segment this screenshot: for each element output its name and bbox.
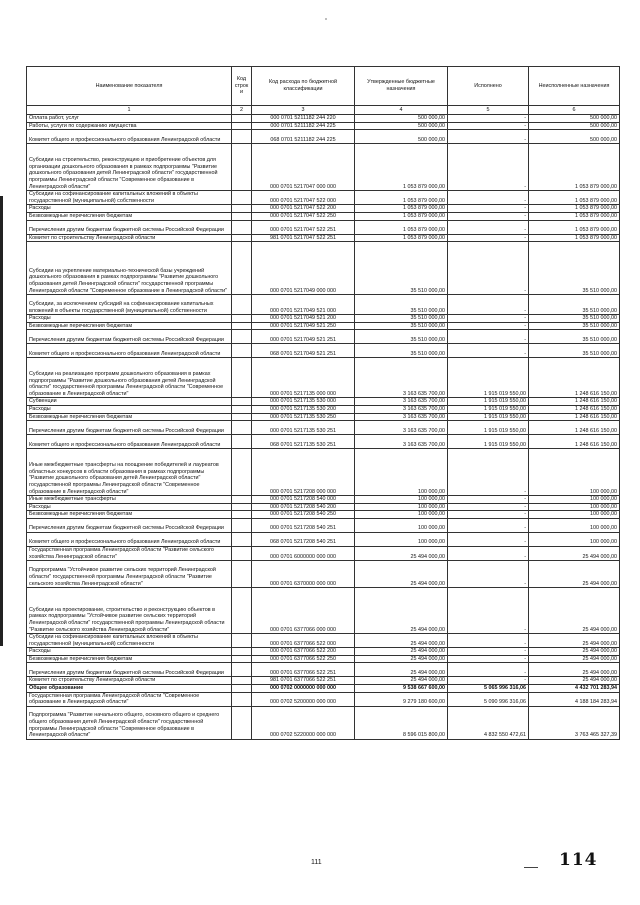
table-row — [27, 295, 620, 315]
row-executed: - — [448, 191, 529, 205]
row-executed: - — [448, 663, 529, 677]
row-executed: 1 915 019 550,00 — [448, 398, 529, 406]
row-unexecuted: 1 248 616 150,00 — [529, 358, 620, 398]
row-unexecuted: 25 494 000,00 — [529, 561, 620, 588]
row-line-code — [232, 421, 252, 435]
table-row — [27, 413, 620, 421]
row-approved: 35 510 000,00 — [355, 242, 448, 295]
row-budget-code: 068 0701 5217208 540 251 — [252, 532, 355, 546]
column-number-row — [27, 106, 620, 115]
header-row-code: Код строк и — [232, 67, 252, 106]
row-budget-code: 000 0701 5217047 522 200 — [252, 205, 355, 213]
row-name: Государственная программа Ленинградской области "Современное образование в Ленинградской области" — [27, 692, 232, 706]
header-unexecuted: Неисполненные назначения — [529, 67, 620, 106]
row-unexecuted: 100 000,00 — [529, 449, 620, 496]
row-budget-code: 000 0702 5220000 000 000 — [252, 706, 355, 739]
row-budget-code: 068 0701 5217049 521 251 — [252, 344, 355, 358]
row-line-code — [232, 322, 252, 330]
row-budget-code: 000 0701 5217208 540 250 — [252, 511, 355, 519]
row-line-code — [232, 648, 252, 656]
row-approved: 100 000,00 — [355, 449, 448, 496]
table-row — [27, 205, 620, 213]
row-name: Комитет общего и профессионального образования Ленинградской области — [27, 130, 232, 144]
row-line-code — [232, 220, 252, 234]
row-approved: 1 053 879 000,00 — [355, 220, 448, 234]
row-unexecuted: 1 053 879 000,00 — [529, 191, 620, 205]
row-name: Безвозмездные перечисления бюджетам — [27, 212, 232, 220]
row-approved: 25 494 000,00 — [355, 634, 448, 648]
row-line-code — [232, 692, 252, 706]
row-name: Иные межбюджетные трансферты на поощрение победителей и лауреатов областных конкурсов в области образования в рамках подпрограммы "Развитие дошкольного образования детей Ленинградской области" государственной программы Ленинградской области "Современное образование в Ленинградской области" — [27, 449, 232, 496]
row-executed: - — [448, 115, 529, 123]
row-unexecuted: 25 494 000,00 — [529, 663, 620, 677]
row-budget-code: 000 0701 5217135 000 000 — [252, 358, 355, 398]
table-header — [27, 67, 620, 115]
row-name: Субсидии на реализацию программ дошкольного образования в рамках подпрограммы "Развитие дошкольного образования детей Ленинградской области" государственной программы Ленинградской области "Современное образование в Ленинградской области" — [27, 358, 232, 398]
row-line-code — [232, 115, 252, 123]
table-row — [27, 503, 620, 511]
row-name: Общее образование — [27, 685, 232, 693]
row-approved: 8 596 015 800,00 — [355, 706, 448, 739]
row-approved: 1 053 879 000,00 — [355, 234, 448, 242]
row-line-code — [232, 518, 252, 532]
table-row — [27, 532, 620, 546]
row-name: Комитет общего и профессионального образования Ленинградской области — [27, 532, 232, 546]
row-line-code — [232, 358, 252, 398]
header-budget-code: Код расхода по бюджетной классификации — [252, 67, 355, 106]
row-line-code — [232, 144, 252, 191]
row-line-code — [232, 546, 252, 560]
row-executed: - — [448, 205, 529, 213]
table-row — [27, 344, 620, 358]
page-number: 111 — [311, 859, 322, 866]
row-approved: 3 163 635 700,00 — [355, 398, 448, 406]
row-unexecuted: 500 000,00 — [529, 115, 620, 123]
row-unexecuted: 35 510 000,00 — [529, 295, 620, 315]
row-executed: - — [448, 561, 529, 588]
row-budget-code: 000 0701 6377066 000 000 — [252, 588, 355, 634]
table-row — [27, 706, 620, 739]
row-budget-code: 000 0701 5211182 244 220 — [252, 115, 355, 123]
row-executed: 1 915 019 550,00 — [448, 421, 529, 435]
table-row — [27, 634, 620, 648]
row-approved: 9 538 667 600,00 — [355, 685, 448, 693]
row-approved: 500 000,00 — [355, 115, 448, 123]
table-row — [27, 435, 620, 449]
row-budget-code: 000 0701 5217208 540 251 — [252, 518, 355, 532]
row-approved: 25 494 000,00 — [355, 561, 448, 588]
row-unexecuted: 100 000,00 — [529, 532, 620, 546]
table-row — [27, 122, 620, 130]
row-line-code — [232, 234, 252, 242]
row-budget-code: 000 0701 6370000 000 000 — [252, 561, 355, 588]
row-name: Оплата работ, услуг — [27, 115, 232, 123]
column-number: 6 — [529, 106, 620, 115]
row-executed: - — [448, 511, 529, 519]
row-line-code — [232, 315, 252, 323]
row-budget-code: 000 0702 0000000 000 000 — [252, 685, 355, 693]
row-budget-code: 000 0701 5217047 522 000 — [252, 191, 355, 205]
row-approved: 25 494 000,00 — [355, 648, 448, 656]
row-executed: - — [448, 496, 529, 504]
row-unexecuted: 35 510 000,00 — [529, 344, 620, 358]
row-line-code — [232, 655, 252, 663]
stamp-dash — [524, 867, 538, 868]
row-approved: 500 000,00 — [355, 130, 448, 144]
row-approved: 100 000,00 — [355, 518, 448, 532]
row-name: Субсидии на строительство, реконструкцию и приобретение объектов для организации дошкольного образования в рамках подпрограммы "Развитие дошкольного образования детей Ленинградской области" государственной программы Ленинградской области "Современное образование в Ленинградской области" — [27, 144, 232, 191]
row-budget-code: 000 0701 5217047 000 000 — [252, 144, 355, 191]
row-executed: 1 915 019 550,00 — [448, 405, 529, 413]
row-unexecuted: 500 000,00 — [529, 122, 620, 130]
table-body — [27, 115, 620, 740]
table-row — [27, 220, 620, 234]
row-approved: 35 510 000,00 — [355, 344, 448, 358]
row-line-code — [232, 405, 252, 413]
table-row — [27, 242, 620, 295]
row-executed: - — [448, 242, 529, 295]
row-budget-code: 000 0701 5217135 530 000 — [252, 398, 355, 406]
row-approved: 25 494 000,00 — [355, 663, 448, 677]
row-name: Перечисления другим бюджетам бюджетной системы Российской Федерации — [27, 220, 232, 234]
table-row — [27, 322, 620, 330]
row-budget-code: 000 0701 5217047 522 250 — [252, 212, 355, 220]
row-approved: 35 510 000,00 — [355, 330, 448, 344]
row-name: Расходы — [27, 315, 232, 323]
row-line-code — [232, 398, 252, 406]
row-name: Подпрограмма "Развитие начального общего, основного общего и среднего общего образования детей Ленинградской области" государственной программы Ленинградской области "Современное образование в Ленинградской области" — [27, 706, 232, 739]
row-approved: 1 053 879 000,00 — [355, 191, 448, 205]
row-executed: - — [448, 503, 529, 511]
row-approved: 3 163 635 700,00 — [355, 421, 448, 435]
row-approved: 3 163 635 700,00 — [355, 435, 448, 449]
row-unexecuted: 1 053 879 000,00 — [529, 205, 620, 213]
table-row — [27, 685, 620, 693]
row-name: Расходы — [27, 648, 232, 656]
row-line-code — [232, 706, 252, 739]
row-budget-code: 000 0701 5217208 000 000 — [252, 449, 355, 496]
table-row — [27, 496, 620, 504]
row-approved: 500 000,00 — [355, 122, 448, 130]
table-row — [27, 546, 620, 560]
row-executed: - — [448, 532, 529, 546]
row-budget-code: 000 0701 5217135 530 251 — [252, 421, 355, 435]
table-row — [27, 130, 620, 144]
row-executed: - — [448, 344, 529, 358]
row-name: Комитет по строительству Ленинградской области — [27, 677, 232, 685]
scan-edge-mark — [0, 196, 3, 646]
row-line-code — [232, 532, 252, 546]
row-unexecuted: 25 494 000,00 — [529, 546, 620, 560]
table-row — [27, 677, 620, 685]
row-budget-code: 000 0701 5217135 530 250 — [252, 413, 355, 421]
row-budget-code: 000 0701 6377066 522 200 — [252, 648, 355, 656]
row-line-code — [232, 205, 252, 213]
row-approved: 25 494 000,00 — [355, 588, 448, 634]
row-line-code — [232, 344, 252, 358]
row-unexecuted: 100 000,00 — [529, 503, 620, 511]
table-row — [27, 663, 620, 677]
row-executed: - — [448, 518, 529, 532]
row-executed: - — [448, 648, 529, 656]
row-name: Безвозмездные перечисления бюджетам — [27, 322, 232, 330]
scan-speck — [325, 18, 327, 20]
row-unexecuted: 100 000,00 — [529, 496, 620, 504]
row-budget-code: 000 0701 5217049 000 000 — [252, 242, 355, 295]
row-unexecuted: 25 494 000,00 — [529, 655, 620, 663]
row-name: Комитет по строительству Ленинградской области — [27, 234, 232, 242]
row-name: Перечисления другим бюджетам бюджетной системы Российской Федерации — [27, 330, 232, 344]
row-name: Перечисления другим бюджетам бюджетной системы Российской Федерации — [27, 421, 232, 435]
table-row — [27, 398, 620, 406]
table-row — [27, 561, 620, 588]
table-row — [27, 655, 620, 663]
row-approved: 3 163 635 700,00 — [355, 405, 448, 413]
row-line-code — [232, 413, 252, 421]
table-row — [27, 212, 620, 220]
row-name: Безвозмездные перечисления бюджетам — [27, 655, 232, 663]
row-name: Субвенции — [27, 398, 232, 406]
row-executed: - — [448, 330, 529, 344]
row-line-code — [232, 511, 252, 519]
row-executed: 1 915 019 550,00 — [448, 413, 529, 421]
header-indicator-name: Наименование показателя — [27, 67, 232, 106]
row-approved: 35 510 000,00 — [355, 322, 448, 330]
row-unexecuted: 3 763 465 327,39 — [529, 706, 620, 739]
row-line-code — [232, 242, 252, 295]
row-line-code — [232, 295, 252, 315]
row-name: Субсидии на укрепление материально-технической базы учреждений дошкольного образования в рамках подпрограммы "Развитие дошкольного образования детей Ленинградской области" государственной программы Ленинградской области "Современное образование в Ленинградской области" — [27, 242, 232, 295]
row-unexecuted: 1 248 616 150,00 — [529, 398, 620, 406]
row-name: Безвозмездные перечисления бюджетам — [27, 511, 232, 519]
row-budget-code: 981 0701 6377066 522 251 — [252, 677, 355, 685]
row-budget-code: 000 0701 5217135 530 200 — [252, 405, 355, 413]
row-line-code — [232, 503, 252, 511]
row-name: Расходы — [27, 405, 232, 413]
table-row — [27, 648, 620, 656]
table-row — [27, 330, 620, 344]
row-approved: 3 163 635 700,00 — [355, 413, 448, 421]
row-executed: 5 065 996 316,06 — [448, 685, 529, 693]
row-executed: - — [448, 234, 529, 242]
table-row — [27, 449, 620, 496]
table-row — [27, 315, 620, 323]
row-unexecuted: 25 494 000,00 — [529, 588, 620, 634]
row-executed: 1 915 019 550,00 — [448, 358, 529, 398]
row-line-code — [232, 496, 252, 504]
table-row — [27, 115, 620, 123]
handwritten-page-stamp: 114 — [559, 850, 598, 870]
row-name: Подпрограмма "Устойчивое развитие сельских территорий Ленинградской области" государственной программы Ленинградской области "Развитие сельского хозяйства Ленинградской области" — [27, 561, 232, 588]
table-row — [27, 588, 620, 634]
row-line-code — [232, 130, 252, 144]
row-unexecuted: 35 510 000,00 — [529, 315, 620, 323]
table-row — [27, 191, 620, 205]
row-unexecuted: 25 494 000,00 — [529, 648, 620, 656]
row-executed: 4 832 550 472,61 — [448, 706, 529, 739]
row-line-code — [232, 122, 252, 130]
row-executed: - — [448, 322, 529, 330]
table-row — [27, 234, 620, 242]
row-budget-code: 000 0701 5217049 521 251 — [252, 330, 355, 344]
row-executed: - — [448, 130, 529, 144]
row-name: Комитет общего и профессионального образования Ленинградской области — [27, 435, 232, 449]
row-executed: - — [448, 220, 529, 234]
header-approved: Утвержденные бюджетные назначения — [355, 67, 448, 106]
table-row — [27, 358, 620, 398]
row-approved: 1 053 879 000,00 — [355, 212, 448, 220]
row-unexecuted: 1 248 616 150,00 — [529, 405, 620, 413]
row-line-code — [232, 663, 252, 677]
row-executed: - — [448, 144, 529, 191]
column-number: 2 — [232, 106, 252, 115]
row-approved: 1 053 879 000,00 — [355, 205, 448, 213]
row-name: Комитет общего и профессионального образования Ленинградской области — [27, 344, 232, 358]
row-budget-code: 000 0701 6377066 522 250 — [252, 655, 355, 663]
row-line-code — [232, 677, 252, 685]
row-unexecuted: 35 510 000,00 — [529, 322, 620, 330]
row-line-code — [232, 449, 252, 496]
row-budget-code: 000 0701 5217047 522 251 — [252, 220, 355, 234]
budget-table — [26, 66, 620, 740]
row-approved: 100 000,00 — [355, 496, 448, 504]
row-approved: 9 279 180 600,00 — [355, 692, 448, 706]
row-budget-code: 000 0701 5217208 540 200 — [252, 503, 355, 511]
row-budget-code: 000 0701 5211182 244 225 — [252, 122, 355, 130]
row-budget-code: 068 0701 5211182 244 225 — [252, 130, 355, 144]
row-executed: 1 915 019 550,00 — [448, 435, 529, 449]
row-name: Расходы — [27, 503, 232, 511]
row-name: Расходы — [27, 205, 232, 213]
row-approved: 35 510 000,00 — [355, 315, 448, 323]
row-line-code — [232, 588, 252, 634]
row-line-code — [232, 561, 252, 588]
row-executed: - — [448, 122, 529, 130]
row-name: Иные межбюджетные трансферты — [27, 496, 232, 504]
row-unexecuted: 25 494 000,00 — [529, 677, 620, 685]
row-line-code — [232, 330, 252, 344]
column-number: 1 — [27, 106, 232, 115]
row-budget-code: 000 0701 6377066 522 251 — [252, 663, 355, 677]
row-approved: 1 053 879 000,00 — [355, 144, 448, 191]
row-unexecuted: 1 053 879 000,00 — [529, 144, 620, 191]
row-name: Безвозмездные перечисления бюджетам — [27, 413, 232, 421]
row-executed: - — [448, 677, 529, 685]
row-executed: - — [448, 295, 529, 315]
table-row — [27, 692, 620, 706]
row-approved: 25 494 000,00 — [355, 677, 448, 685]
row-name: Субсидии на софинансирование капитальных вложений в объекты государственной (муниципальной) собственности — [27, 634, 232, 648]
row-unexecuted: 25 494 000,00 — [529, 634, 620, 648]
row-budget-code: 000 0701 5217049 521 250 — [252, 322, 355, 330]
row-unexecuted: 4 188 184 283,94 — [529, 692, 620, 706]
row-line-code — [232, 685, 252, 693]
row-unexecuted: 1 053 879 000,00 — [529, 220, 620, 234]
column-number: 3 — [252, 106, 355, 115]
row-unexecuted: 1 248 616 150,00 — [529, 435, 620, 449]
row-name: Перечисления другим бюджетам бюджетной системы Российской Федерации — [27, 663, 232, 677]
row-executed: - — [448, 588, 529, 634]
row-budget-code: 000 0701 5217049 521 200 — [252, 315, 355, 323]
row-unexecuted: 1 053 879 000,00 — [529, 234, 620, 242]
table-row — [27, 421, 620, 435]
column-number: 5 — [448, 106, 529, 115]
row-executed: - — [448, 212, 529, 220]
row-name: Субсидии на проектирование, строительство и реконструкцию объектов в рамках подпрограммы "Устойчивое развитие сельских территорий Ленинградской области" государственной программы Ленинградской области "Развитие сельского хозяйства Ленинградской области" — [27, 588, 232, 634]
header-executed: Исполнено — [448, 67, 529, 106]
row-executed: - — [448, 315, 529, 323]
row-approved: 100 000,00 — [355, 532, 448, 546]
row-approved: 25 494 000,00 — [355, 546, 448, 560]
row-name: Работы, услуги по содержанию имущества — [27, 122, 232, 130]
table-row — [27, 518, 620, 532]
row-unexecuted: 4 432 701 283,94 — [529, 685, 620, 693]
row-approved: 3 163 635 700,00 — [355, 358, 448, 398]
row-line-code — [232, 191, 252, 205]
row-unexecuted: 100 000,00 — [529, 518, 620, 532]
row-budget-code: 068 0701 5217135 530 251 — [252, 435, 355, 449]
row-unexecuted: 1 248 616 150,00 — [529, 421, 620, 435]
row-budget-code: 000 0701 5217208 540 000 — [252, 496, 355, 504]
row-unexecuted: 35 510 000,00 — [529, 330, 620, 344]
budget-execution-sheet — [26, 66, 619, 740]
row-approved: 100 000,00 — [355, 511, 448, 519]
row-name: Государственная программа Ленинградской области "Развитие сельского хозяйства Ленинградской области" — [27, 546, 232, 560]
row-budget-code: 000 0701 6377066 522 000 — [252, 634, 355, 648]
row-unexecuted: 35 510 000,00 — [529, 242, 620, 295]
row-budget-code: 981 0701 5217047 522 251 — [252, 234, 355, 242]
table-row — [27, 144, 620, 191]
row-unexecuted: 1 053 879 000,00 — [529, 212, 620, 220]
row-approved: 100 000,00 — [355, 503, 448, 511]
row-name: Субсидии, за исключением субсидий на софинансирование капитальных вложений в объекты государственной (муниципальной) собственности — [27, 295, 232, 315]
row-unexecuted: 100 000,00 — [529, 511, 620, 519]
row-unexecuted: 500 000,00 — [529, 130, 620, 144]
table-row — [27, 511, 620, 519]
row-approved: 35 510 000,00 — [355, 295, 448, 315]
row-budget-code: 000 0702 5200000 000 000 — [252, 692, 355, 706]
row-executed: - — [448, 449, 529, 496]
row-executed: - — [448, 634, 529, 648]
row-executed: - — [448, 655, 529, 663]
row-budget-code: 000 0701 6000000 000 000 — [252, 546, 355, 560]
row-line-code — [232, 634, 252, 648]
row-approved: 25 494 000,00 — [355, 655, 448, 663]
row-name: Субсидии на софинансирование капитальных вложений в объекты государственной (муниципальной) собственности — [27, 191, 232, 205]
row-budget-code: 000 0701 5217049 521 000 — [252, 295, 355, 315]
row-unexecuted: 1 248 616 150,00 — [529, 413, 620, 421]
table-row — [27, 405, 620, 413]
row-executed: 5 090 996 316,06 — [448, 692, 529, 706]
row-executed: - — [448, 546, 529, 560]
row-line-code — [232, 435, 252, 449]
row-line-code — [232, 212, 252, 220]
row-name: Перечисления другим бюджетам бюджетной системы Российской Федерации — [27, 518, 232, 532]
column-number: 4 — [355, 106, 448, 115]
